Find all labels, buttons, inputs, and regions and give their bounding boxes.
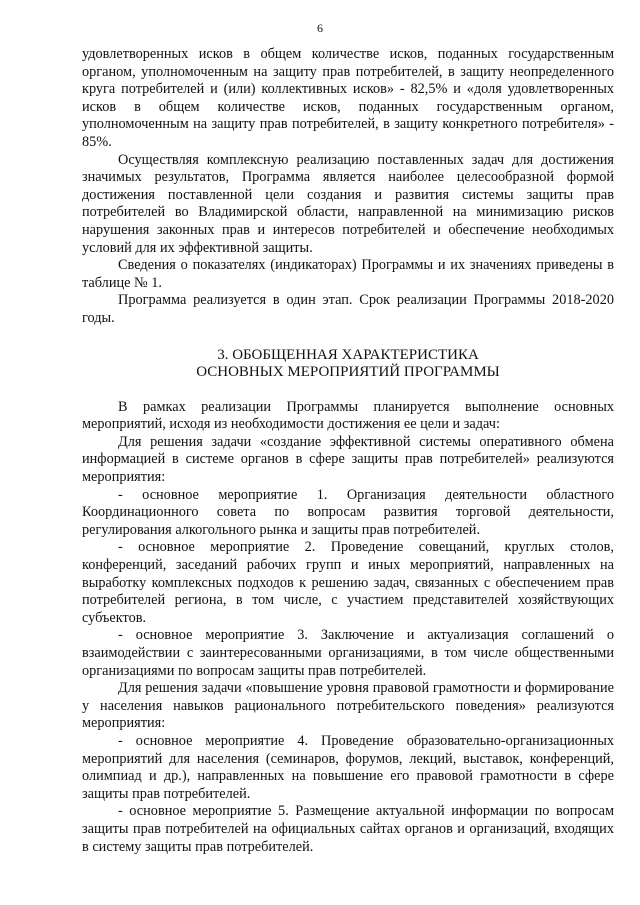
paragraph-program-rationale: Осуществляя комплексную реализацию поставленных задач для достижения значимых результатов, Программа является наиболее целесообразной формой достижения поставленной цели создания и развития системы защиты прав потребителей во Владимирской области, направленной на минимизацию рисков нарушения законных прав и интересов потребителей и обеспечение необходимых условий для их эффективной защиты. bbox=[82, 151, 614, 256]
section-heading bbox=[82, 347, 614, 382]
paragraph-task-1: Для решения задачи «создание эффективной системы оперативного обмена информацией в системе органов в сфере защиты прав потребителей» реализуются мероприятия: bbox=[82, 433, 614, 486]
paragraph-activities-intro: В рамках реализации Программы планируется выполнение основных мероприятий, исходя из необходимости достижения ее цели и задач: bbox=[82, 398, 614, 433]
list-item-activity-4: - основное мероприятие 4. Проведение образовательно-организационных мероприятий для населения (семинаров, форумов, лекций, выставок, конференций, олимпиад и др.), направленных на повышение его правовой грамотности в сфере защиты прав потребителей. bbox=[82, 732, 614, 802]
spacer bbox=[82, 382, 614, 399]
paragraph-indicator-values: удовлетворенных исков в общем количестве исков, поданных государственным органом, уполномоченным на защиту прав потребителей, в защиту неопределенного круга потребителей и (или) коллективных исков» - 82,5% и «доля удовлетворенных исков в общем количестве исков, поданных государственным органом, уполномоченным на защиту прав потребителей, в защиту конкретного потребителя» - 85%. bbox=[82, 46, 614, 150]
document-body bbox=[82, 46, 614, 856]
spacer bbox=[82, 328, 614, 347]
paragraph-indicators-reference: Сведения о показателях (индикаторах) Программы и их значениях приведены в таблице № 1. bbox=[82, 257, 614, 291]
list-item-activity-5: - основное мероприятие 5. Размещение актуальной информации по вопросам защиты прав потребителей на официальных сайтах органов и организаций, входящих в систему защиты прав потребителей. bbox=[82, 803, 614, 855]
paragraph-implementation-period: Программа реализуется в один этап. Срок реализации Программы 2018-2020 годы. bbox=[82, 292, 614, 326]
list-item-activity-2: - основное мероприятие 2. Проведение совещаний, круглых столов, конференций, заседаний рабочих групп и иных мероприятий, направленных на выработку комплексных подходов к решению задач, связанных с обеспечением прав потребителей региона, в том числе, с участием представителей хозяйствующих субъектов. bbox=[82, 539, 614, 626]
paragraph-task-2: Для решения задачи «повышение уровня правовой грамотности и формирование у населения навыков рационального потребительского поведения» реализуются мероприятия: bbox=[82, 680, 614, 732]
section-heading-line-2: ОСНОВНЫХ МЕРОПРИЯТИЙ ПРОГРАММЫ bbox=[196, 364, 500, 381]
section-heading-line-1: 3. ОБОБЩЕННАЯ ХАРАКТЕРИСТИКА bbox=[217, 346, 479, 363]
list-item-activity-3: - основное мероприятие 3. Заключение и актуализация соглашений о взаимодействии с заинтересованными организациями, в том числе общественными организациями по вопросам защиты прав потребителей. bbox=[82, 627, 614, 679]
page-number: 6 bbox=[317, 21, 323, 35]
list-item-activity-1: - основное мероприятие 1. Организация деятельности областного Координационного совета по вопросам развития торговой деятельности, регулирования алкогольного рынка и защиты прав потребителей. bbox=[82, 486, 614, 538]
